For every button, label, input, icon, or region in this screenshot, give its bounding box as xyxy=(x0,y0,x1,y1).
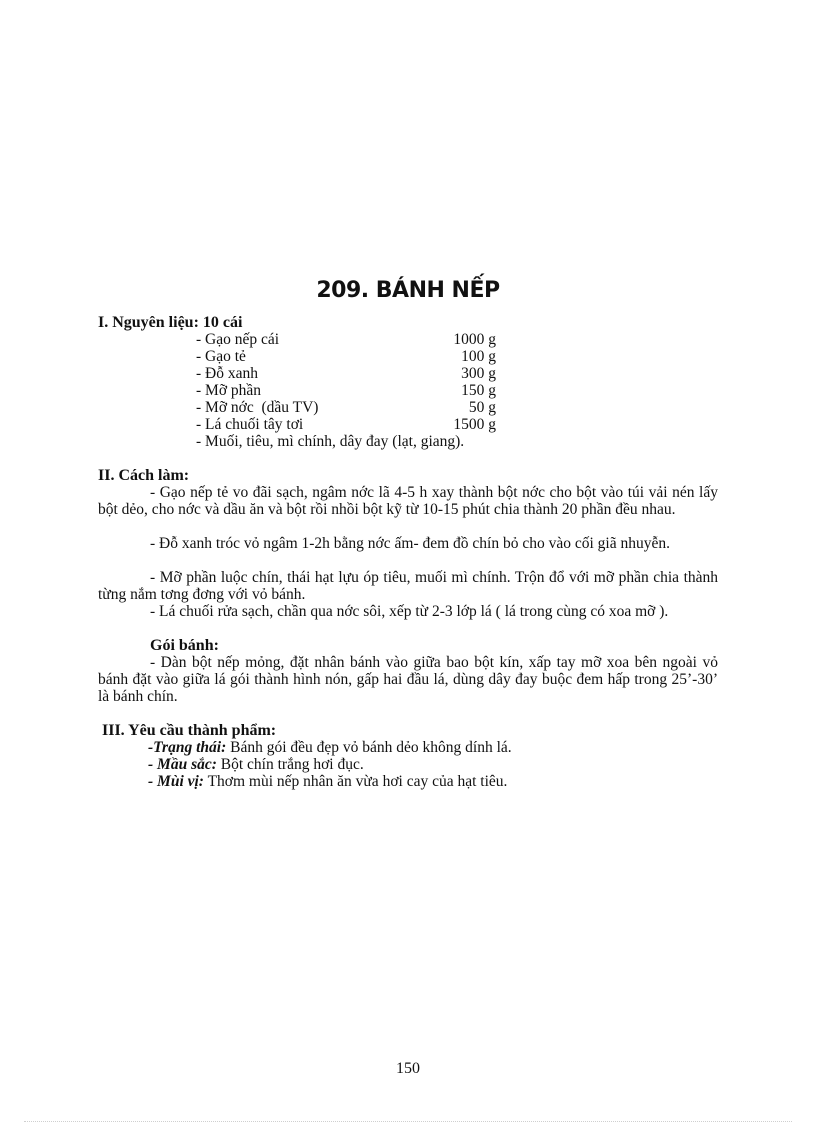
wrapping-subheading: Gói bánh: xyxy=(150,637,219,654)
ingredient-row xyxy=(196,365,496,382)
requirements-heading: III. Yêu cầu thành phẩm: xyxy=(102,722,277,739)
ingredient-qty: 1500 g xyxy=(453,416,496,433)
ingredient-qty: 1000 g xyxy=(453,331,496,348)
ingredient-name: - Gạo tẻ xyxy=(196,348,246,365)
requirement-text: Thơm mùi nếp nhân ăn vừa hơi cay của hạt tiêu. xyxy=(203,773,508,790)
ingredient-name: - Đỗ xanh xyxy=(196,365,258,382)
requirement-label: - Mùi vị: xyxy=(148,773,204,790)
ingredient-qty: 150 g xyxy=(461,382,496,399)
ingredient-row xyxy=(196,382,496,399)
method-paragraph: - Lá chuối rửa sạch, chần qua nớc sôi, xếp từ 2-3 lớp lá ( lá trong cùng có xoa mỡ ). xyxy=(150,603,669,620)
wrapping-paragraph: - Dàn bột nếp mỏng, đặt nhân bánh vào giữa bao bột kín, xấp tay mỡ xoa bên ngoài vỏ bánh đặt vào giữa lá gói thành hình nón, gấp hai đầu lá, dùng dây đay buộc đem hấp trong 25’-30’ là bánh chín. xyxy=(98,654,718,705)
method-paragraph: - Mỡ phần luộc chín, thái hạt lựu óp tiêu, muối mì chính. Trộn đổ với mỡ phần chia thành từng nắm tơng đơng với vỏ bánh. xyxy=(98,569,718,603)
method-paragraph: - Gạo nếp tẻ vo đãi sạch, ngâm nớc lã 4-5 h xay thành bột nớc cho bột vào túi vải nén lấy bột dẻo, cho nớc và dầu ăn và bột rồi nhồi bột kỹ từ 10-15 phút chia thành 20 phần đều nhau. xyxy=(98,484,718,518)
footer-divider xyxy=(24,1121,792,1122)
ingredient-qty: 50 g xyxy=(468,399,496,416)
ingredient-note: - Muối, tiêu, mì chính, dây đay (lạt, giang). xyxy=(196,433,465,450)
requirement-text: Bột chín trắng hơi đục. xyxy=(216,756,364,773)
ingredient-name: - Mỡ phần xyxy=(196,382,262,399)
page-number: 150 xyxy=(396,1060,420,1077)
requirement-label: - Mầu sắc: xyxy=(148,756,217,773)
requirement-item xyxy=(148,739,512,756)
ingredient-name: - Mỡ nớc (dầu TV) xyxy=(196,399,319,416)
ingredient-row xyxy=(196,416,496,433)
ingredient-row xyxy=(196,399,496,416)
requirement-item xyxy=(148,773,507,790)
requirement-item xyxy=(148,756,364,773)
ingredient-qty: 300 g xyxy=(461,365,496,382)
recipe-title: 209. BÁNH NẾP xyxy=(316,278,500,303)
method-heading: II. Cách làm: xyxy=(98,467,190,484)
requirement-text: Bánh gói đều đẹp vỏ bánh dẻo không dính lá. xyxy=(226,739,512,756)
ingredient-row xyxy=(196,331,496,348)
ingredient-name: - Gạo nếp cái xyxy=(196,331,280,348)
requirement-label: -Trạng thái: xyxy=(148,739,227,756)
ingredient-row xyxy=(196,348,496,365)
ingredient-qty: 100 g xyxy=(461,348,496,365)
method-paragraph: - Đỗ xanh tróc vỏ ngâm 1-2h bằng nớc ấm- đem đồ chín bỏ cho vào cối giã nhuyễn. xyxy=(150,535,670,552)
ingredients-heading: I. Nguyên liệu: 10 cái xyxy=(98,314,243,331)
ingredient-name: - Lá chuối tây tơi xyxy=(196,416,304,433)
